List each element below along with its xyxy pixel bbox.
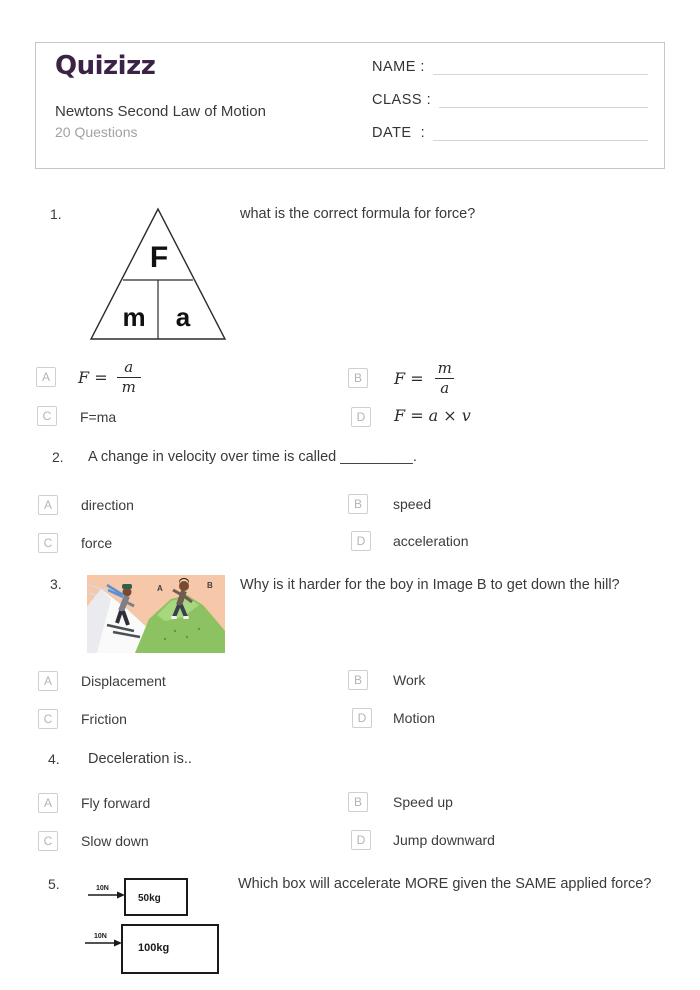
name-field <box>372 55 648 75</box>
arrow-head-2 <box>114 940 122 947</box>
q2-option-a-text: direction <box>81 497 134 513</box>
q2-option-b-letter: B <box>348 494 368 514</box>
triangle-letter-m: m <box>122 302 146 332</box>
question-3-text: Why is it harder for the boy in Image B to get down the hill? <box>240 577 620 593</box>
question-5-number: 5. <box>48 876 60 892</box>
hill-label-a: A <box>157 584 163 593</box>
q4-option-a-letter: A <box>38 793 58 813</box>
q1-option-d-letter: D <box>351 407 371 427</box>
class-field-label: CLASS : <box>372 92 432 108</box>
q4-option-b-text: Speed up <box>393 794 453 810</box>
q2-option-d-text: acceleration <box>393 533 469 549</box>
q2-option-c-letter: C <box>38 533 58 553</box>
question-2-text: A change in velocity over time is called _________. <box>88 449 417 465</box>
q4-option-d-text: Jump downward <box>393 832 495 848</box>
box-100kg <box>122 925 218 973</box>
force-label-2: 10N <box>94 933 107 940</box>
triangle-letter-f: F <box>149 241 169 274</box>
q4-option-b-letter: B <box>348 792 368 812</box>
name-field-line <box>433 58 648 75</box>
q2-option-c-text: force <box>81 535 113 551</box>
arrow-head-1 <box>117 892 125 899</box>
q2-option-b-text: speed <box>393 496 432 512</box>
q1-option-c-letter: C <box>37 406 57 426</box>
q3-option-c-text: Friction <box>81 711 127 727</box>
class-field <box>372 88 648 108</box>
q1-option-a-letter: A <box>36 367 56 387</box>
q4-option-a-text: Fly forward <box>81 795 151 811</box>
name-field-label: NAME : <box>372 59 425 75</box>
skier-beanie <box>122 584 132 589</box>
question-3-number: 3. <box>50 576 62 592</box>
q4-option-c-text: Slow down <box>81 833 149 849</box>
hill-label-b: B <box>207 581 213 590</box>
q1-option-b-letter: B <box>348 368 368 388</box>
q1-option-b-text: F = $\frac{m}{a}$ <box>394 354 457 402</box>
q4-option-d-letter: D <box>351 830 371 850</box>
q1-option-a-text: F = $\frac{a}{m}$ <box>78 353 141 401</box>
q3-option-a-letter: A <box>38 671 58 691</box>
force-triangle-figure <box>88 205 228 342</box>
quizizz-logo: Quizizz <box>55 51 156 81</box>
q4-option-c-letter: C <box>38 831 58 851</box>
question-1-number: 1. <box>50 206 62 222</box>
q3-option-c-letter: C <box>38 709 58 729</box>
class-field-line <box>439 91 648 108</box>
question-4-number: 4. <box>48 751 60 767</box>
question-1-text: what is the correct formula for force? <box>240 206 476 222</box>
mass-label-1: 50kg <box>138 893 161 904</box>
question-2-number: 2. <box>52 449 64 465</box>
mass-label-2: 100kg <box>138 942 170 954</box>
q3-option-b-text: Work <box>393 672 426 688</box>
q3-option-d-letter: D <box>352 708 372 728</box>
hill-scene-figure <box>87 575 225 653</box>
question-count: 20 Questions <box>55 124 138 140</box>
date-field <box>372 121 648 141</box>
question-4-text: Deceleration is.. <box>88 751 192 767</box>
q2-option-a-letter: A <box>38 495 58 515</box>
date-field-line <box>433 124 648 141</box>
date-field-label: DATE : <box>372 125 426 141</box>
triangle-letter-a: a <box>175 302 191 332</box>
question-5-text: Which box will accelerate MORE given the SAME applied force? <box>238 876 652 892</box>
boy-b-head <box>179 581 189 591</box>
force-boxes-figure <box>72 872 222 976</box>
q1-option-c-text: F=ma <box>80 409 117 425</box>
q2-option-d-letter: D <box>351 531 371 551</box>
q3-option-b-letter: B <box>348 670 368 690</box>
q1-option-d-text: F = a × v <box>394 406 471 425</box>
q3-option-d-text: Motion <box>393 710 436 726</box>
worksheet-title: Newtons Second Law of Motion <box>55 103 266 120</box>
q3-option-a-text: Displacement <box>81 673 166 689</box>
force-label-1: 10N <box>96 885 109 892</box>
